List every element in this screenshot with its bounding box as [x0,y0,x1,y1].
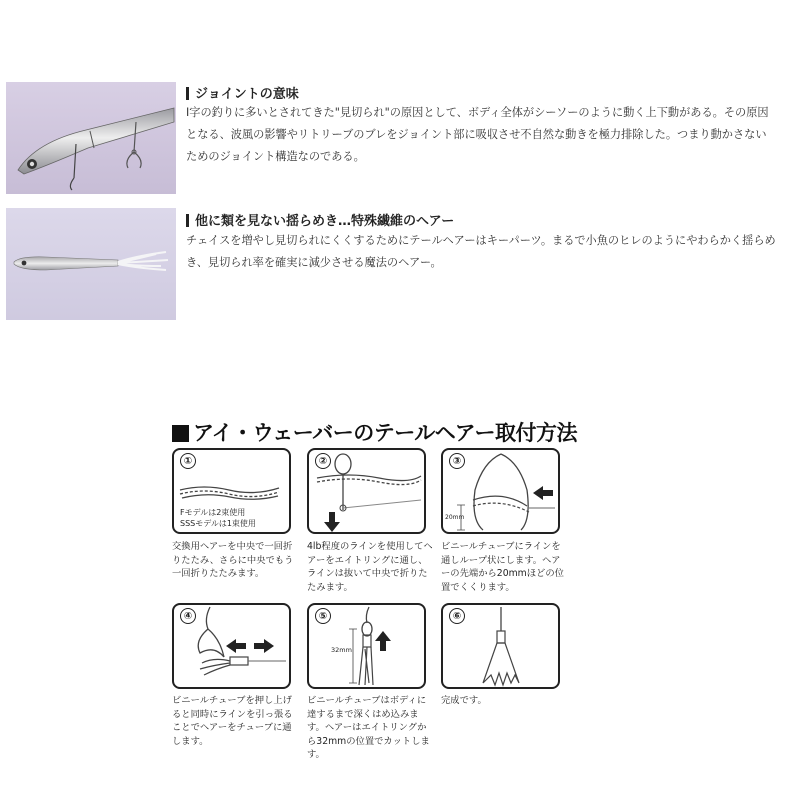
step-number: ① [180,453,196,469]
section-title-hair: 他に類を見ない揺らめき…特殊繊維のヘアー [186,210,454,229]
title-bar-icon [186,214,189,227]
step-2-caption: 4lb程度のラインを使用してヘアーをエイトリングに通し、ラインは抜いて中央で折りたたみます。 [307,541,433,593]
cut-length-illustration [309,605,426,689]
step-6-panel [441,603,560,689]
square-bullet-icon [172,425,189,442]
step-2-panel [307,448,426,534]
hair-lure-photo [6,208,176,320]
section-title-joint: ジョイントの意味 [186,83,299,102]
push-tube-illustration [174,605,291,689]
step-5-caption: ビニールチューブはボディに達するまで深くはめ込みます。ヘアーはエイトリングから32mmの位置でカットします。 [307,695,430,761]
line-through-ring-illustration [309,450,426,534]
step-1-caption: 交換用ヘアーを中央で一回折りたたみ、さらに中央でもう一回折りたたみます。 [172,541,294,580]
step-6-caption: 完成です。 [441,695,487,706]
step-1-note-f: Fモデルは2束使用 [180,508,246,517]
step-number: ② [315,453,331,469]
step-number: ③ [449,453,465,469]
step-3-measure: 20mm [445,514,465,521]
arrow-up-icon [375,631,391,641]
section-text-joint: I字の釣りに多いとされてきた"見切られ"の原因として、ボディ全体がシーソーのように動く上下動がある。その原因となる、波風の影響やリトリーブのブレをジョイント部に吸収させ不自然な動きを極力排除した。つまり動かさないためのジョイント構造なのである。 [186,106,769,163]
finished-tail-illustration [443,605,560,689]
section-text-hair: チェイスを増やし見切られにくくするためにテールヘアーはキーパーツ。まるで小魚のヒレのようにやわらかく揺らめき、見切られ率を確実に減少させる魔法のヘアー。 [186,234,776,269]
guide-title: アイ・ウェーバーのテールヘアー取付方法 [172,417,577,447]
step-4-panel [172,603,291,689]
arrow-down-icon [324,522,340,532]
step-4-caption: ビニールチューブを押し上げると同時にラインを引っ張ることでヘアーをチューブに通します。 [172,695,293,747]
title-bar-icon [186,87,189,100]
step-5-measure: 32mm [331,646,352,654]
step-number: ⑥ [449,608,465,624]
arrow-right-icon [264,639,274,653]
step-1-panel [172,448,291,534]
arrow-left-icon [533,486,543,500]
step-3-caption: ビニールチューブにラインを通しループ状にします。ヘアーの先端から20mmほどの位置でくくります。 [441,541,564,593]
step-3-panel [441,448,560,534]
arrow-left-icon [226,639,236,653]
step-number: ⑤ [315,608,331,624]
step-1-note-sss: SSSモデルは1束使用 [180,519,256,528]
step-number: ④ [180,608,196,624]
step-5-panel [307,603,426,689]
jointed-lure-photo [6,82,176,194]
